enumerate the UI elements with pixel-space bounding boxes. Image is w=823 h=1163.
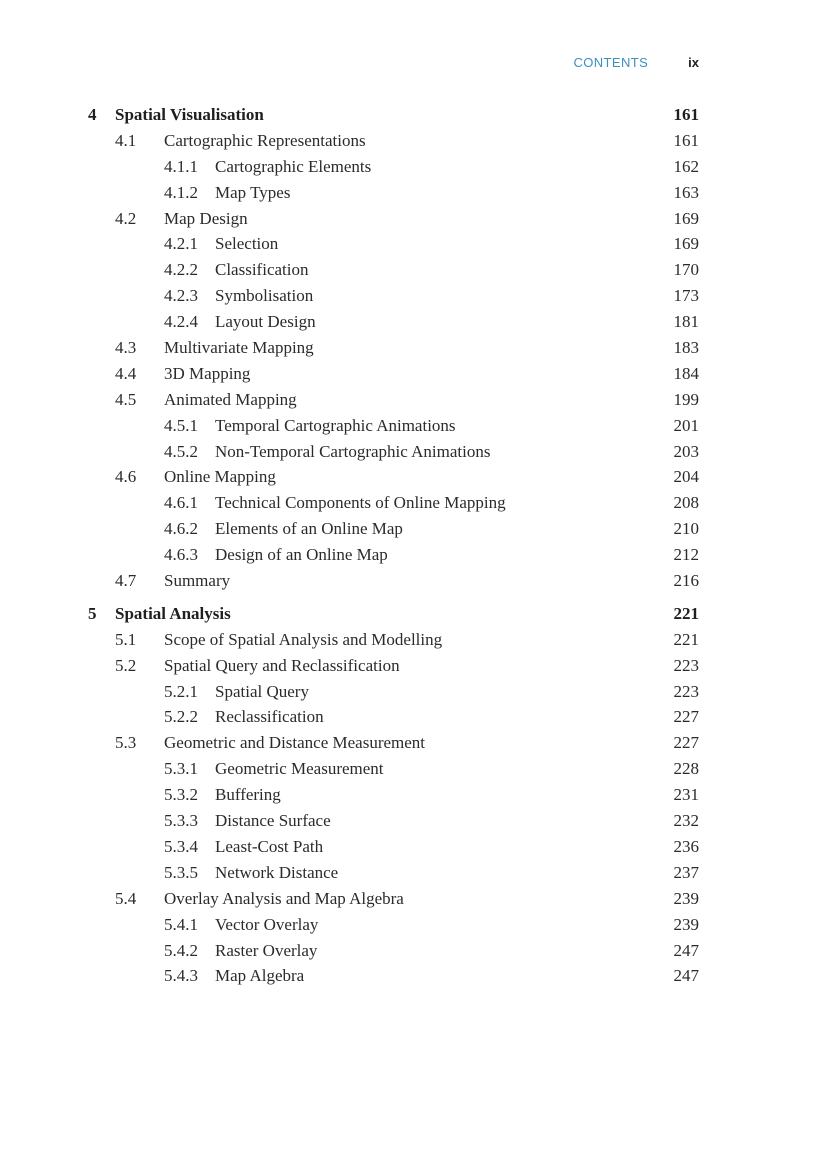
toc-subsection [0, 756, 823, 782]
entry-page: 201 [673, 415, 699, 435]
entry-page: 221 [673, 629, 699, 649]
entry-title: Temporal Cartographic Animations [215, 415, 456, 435]
toc-subsection [0, 231, 823, 257]
entry-page: 237 [673, 862, 699, 882]
entry-page: 208 [673, 493, 699, 513]
entry-page: 231 [673, 785, 699, 805]
entry-title: Symbolisation [215, 286, 314, 306]
entry-page: 169 [673, 208, 699, 228]
entry-title: Least-Cost Path [215, 836, 324, 856]
entry-number: 5.4.1 [164, 914, 198, 934]
entry-number: 4.1 [115, 130, 137, 150]
entry-title: Reclassification [215, 707, 324, 727]
entry-title: Geometric Measurement [215, 759, 384, 779]
entry-page: 161 [673, 130, 699, 150]
entry-title: Spatial Analysis [115, 603, 231, 623]
toc-subsection [0, 154, 823, 180]
entry-page: 239 [673, 888, 699, 908]
entry-title: Design of an Online Map [215, 545, 388, 565]
entry-title: Layout Design [215, 312, 316, 332]
entry-number: 4.3 [115, 338, 137, 358]
toc-section [0, 730, 823, 756]
toc-subsection [0, 679, 823, 705]
entry-title: Non-Temporal Cartographic Animations [215, 441, 491, 461]
entry-title: Technical Components of Online Mapping [215, 493, 506, 513]
entry-title: Buffering [215, 785, 281, 805]
entry-number: 4.1.1 [164, 156, 198, 176]
entry-title: Classification [215, 260, 309, 280]
entry-title: 3D Mapping [164, 363, 251, 383]
entry-page: 203 [673, 441, 699, 461]
entry-number: 5.4 [115, 888, 137, 908]
entry-number: 5.3.1 [164, 759, 198, 779]
toc-chapter [0, 601, 823, 627]
entry-page: 236 [673, 836, 699, 856]
entry-number: 5.2.2 [164, 707, 198, 727]
entry-title: Summary [164, 571, 231, 591]
entry-number: 5.4.3 [164, 966, 198, 986]
toc-section [0, 335, 823, 361]
toc-subsection [0, 309, 823, 335]
entry-number: 4.1.2 [164, 182, 198, 202]
entry-number: 4.6.2 [164, 519, 198, 539]
entry-number: 4.6 [115, 467, 137, 487]
entry-page: 181 [673, 312, 699, 332]
entry-number: 4.5.2 [164, 441, 198, 461]
toc-subsection [0, 413, 823, 439]
entry-title: Spatial Query [215, 681, 309, 701]
toc-section [0, 886, 823, 912]
entry-page: 239 [673, 914, 699, 934]
entry-number: 4.2.4 [164, 312, 198, 332]
entry-page: 210 [673, 519, 699, 539]
entry-number: 4.6.1 [164, 493, 198, 513]
entry-page: 170 [673, 260, 699, 280]
entry-page: 212 [673, 545, 699, 565]
entry-page: 183 [673, 338, 699, 358]
toc-section [0, 387, 823, 413]
toc-section [0, 568, 823, 594]
entry-number: 4.2.1 [164, 234, 198, 254]
entry-title: Overlay Analysis and Map Algebra [164, 888, 404, 908]
toc-subsection [0, 257, 823, 283]
entry-title: Elements of an Online Map [215, 519, 403, 539]
toc-subsection [0, 490, 823, 516]
entry-number: 5.3.4 [164, 836, 198, 856]
entry-number: 4.2 [115, 208, 137, 228]
entry-number: 5.3 [115, 733, 137, 753]
toc-subsection [0, 180, 823, 206]
entry-number: 4 [88, 105, 97, 124]
entry-page: 162 [673, 156, 699, 176]
toc-subsection [0, 963, 823, 989]
toc-subsection [0, 808, 823, 834]
running-head-title: CONTENTS [573, 54, 649, 70]
toc-subsection [0, 516, 823, 542]
toc-subsection [0, 704, 823, 730]
entry-title: Map Types [215, 182, 291, 202]
entry-title: Spatial Query and Reclassification [164, 655, 400, 675]
toc-subsection [0, 782, 823, 808]
entry-page: 247 [673, 966, 699, 986]
entry-number: 4.2.3 [164, 286, 198, 306]
entry-page: 227 [673, 733, 699, 753]
entry-page: 223 [673, 655, 699, 675]
entry-number: 4.2.2 [164, 260, 198, 280]
entry-title: Online Mapping [164, 467, 276, 487]
toc-subsection [0, 912, 823, 938]
toc-section [0, 206, 823, 232]
entry-page: 199 [673, 389, 699, 409]
toc-subsection [0, 938, 823, 964]
entry-number: 4.5 [115, 389, 137, 409]
toc-subsection [0, 860, 823, 886]
entry-title: Network Distance [215, 862, 339, 882]
entry-page: 169 [673, 234, 699, 254]
running-head [573, 52, 699, 72]
entry-number: 5.3.3 [164, 811, 198, 831]
entry-title: Cartographic Representations [164, 130, 366, 150]
entry-title: Geometric and Distance Measurement [164, 733, 426, 753]
entry-title: Spatial Visualisation [115, 105, 264, 124]
entry-page: 173 [673, 286, 699, 306]
entry-number: 5 [88, 603, 97, 623]
toc-subsection [0, 834, 823, 860]
page-number: ix [688, 54, 699, 70]
entry-title: Cartographic Elements [215, 156, 372, 176]
entry-title: Map Design [164, 208, 248, 228]
toc-subsection [0, 542, 823, 568]
entry-title: Scope of Spatial Analysis and Modelling [164, 629, 443, 649]
entry-number: 5.1 [115, 629, 137, 649]
entry-page: 223 [673, 681, 699, 701]
toc-chapter [0, 102, 823, 128]
entry-page: 163 [673, 182, 699, 202]
entry-page: 204 [673, 467, 699, 487]
entry-number: 5.4.2 [164, 940, 198, 960]
entry-title: Multivariate Mapping [164, 338, 314, 358]
entry-number: 4.6.3 [164, 545, 198, 565]
entry-page: 247 [673, 940, 699, 960]
toc-subsection [0, 283, 823, 309]
entry-number: 4.5.1 [164, 415, 198, 435]
table-of-contents [0, 102, 823, 989]
entry-page: 216 [673, 571, 699, 591]
chapter-gap [0, 594, 823, 601]
entry-page: 228 [673, 759, 699, 779]
entry-number: 5.3.5 [164, 862, 198, 882]
entry-number: 5.2 [115, 655, 137, 675]
entry-number: 5.3.2 [164, 785, 198, 805]
entry-page: 161 [673, 105, 699, 124]
entry-title: Raster Overlay [215, 940, 318, 960]
entry-number: 4.7 [115, 571, 137, 591]
toc-subsection [0, 439, 823, 465]
entry-title: Map Algebra [215, 966, 305, 986]
entry-page: 221 [673, 603, 699, 623]
toc-section [0, 653, 823, 679]
entry-title: Selection [215, 234, 279, 254]
toc-section [0, 464, 823, 490]
entry-page: 227 [673, 707, 699, 727]
toc-section [0, 361, 823, 387]
entry-title: Animated Mapping [164, 389, 297, 409]
toc-section [0, 128, 823, 154]
toc-section [0, 627, 823, 653]
entry-number: 5.2.1 [164, 681, 198, 701]
entry-page: 232 [673, 811, 699, 831]
entry-number: 4.4 [115, 363, 137, 383]
entry-title: Distance Surface [215, 811, 331, 831]
entry-page: 184 [673, 363, 699, 383]
entry-title: Vector Overlay [215, 914, 319, 934]
